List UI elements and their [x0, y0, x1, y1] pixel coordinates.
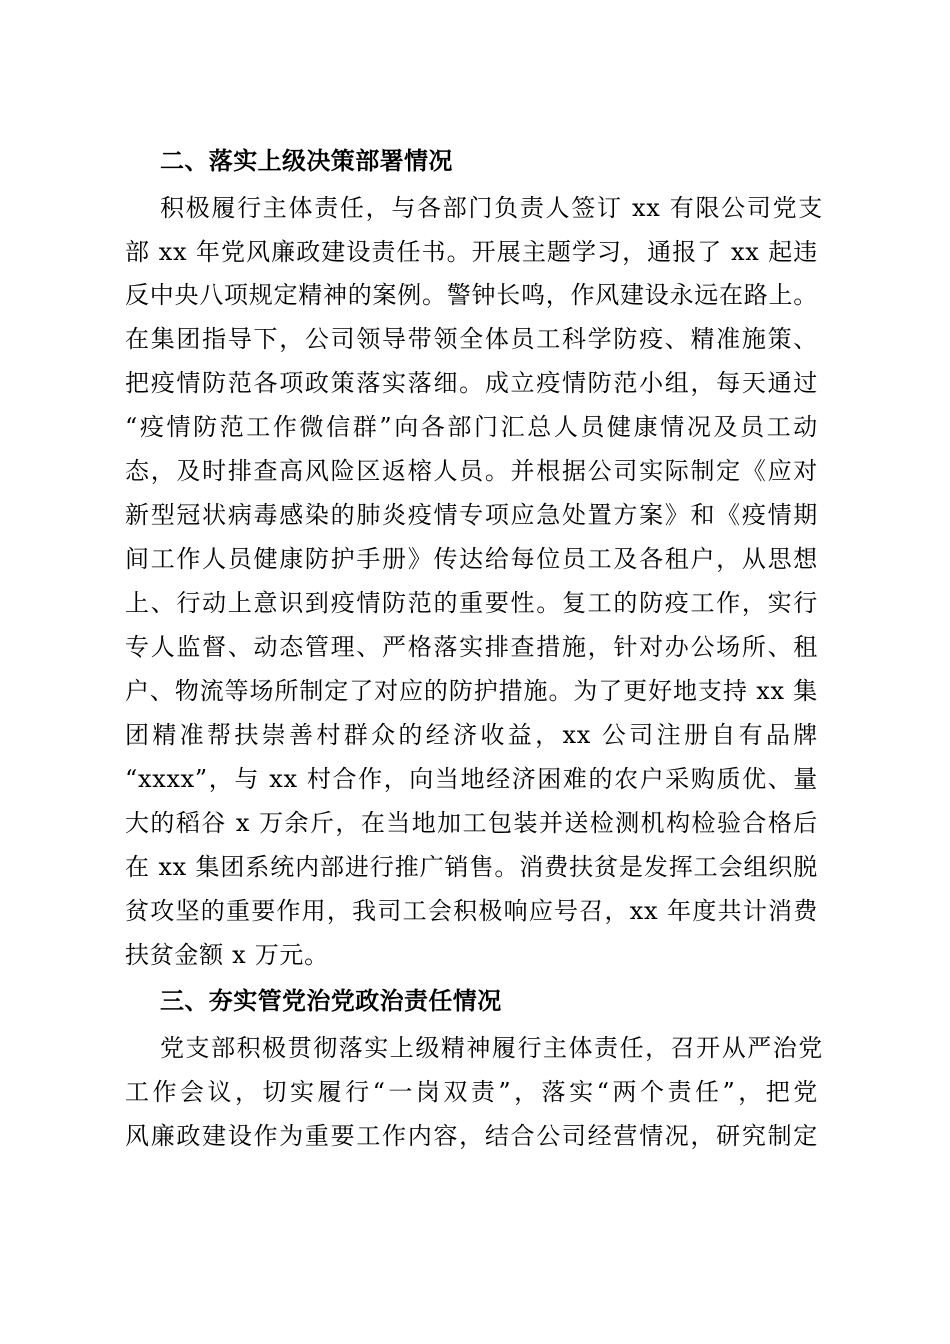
section-2-line-17: 贫攻坚的重要作用，我司工会积极响应号召，xx 年度共计消费 [125, 897, 818, 925]
section-2-line-10: 上、行动上意识到疫情防范的重要性。复工的防疫工作，实行 [125, 589, 818, 617]
section-3-line-2: 工作会议，切实履行“一岗双责”，落实“两个责任”，把党 [125, 1078, 818, 1106]
section-2-line-7: 态，及时排查高风险区返榕人员。并根据公司实际制定《应对 [125, 457, 818, 485]
section-2-line-1: 积极履行主体责任，与各部门负责人签订 xx 有限公司党支 [160, 194, 823, 222]
section-2-line-6: “疫情防范工作微信群”向各部门汇总人员健康情况及员工动 [125, 413, 818, 441]
section-2-line-5: 把疫情防范各项政策落实落细。成立疫情防范小组，每天通过 [125, 369, 818, 397]
section-2-heading: 二、落实上级决策部署情况 [160, 147, 453, 175]
section-2-line-12: 户、物流等场所制定了对应的防护措施。为了更好地支持 xx 集 [125, 677, 818, 705]
section-2-line-15: 大的稻谷 x 万余斤，在当地加工包装并送检测机构检验合格后 [125, 809, 818, 837]
section-2-line-18: 扶贫金额 x 万元。 [125, 941, 329, 969]
section-2-line-11: 专人监督、动态管理、严格落实排查措施，针对办公场所、租 [125, 633, 818, 661]
section-2-line-2: 部 xx 年党风廉政建设责任书。开展主题学习，通报了 xx 起违 [125, 238, 818, 266]
section-2-line-4: 在集团指导下，公司领导带领全体员工科学防疫、精准施策、 [125, 325, 818, 353]
section-3-line-3: 风廉政建设作为重要工作内容，结合公司经营情况，研究制定 [125, 1122, 818, 1150]
section-2-line-3: 反中央八项规定精神的案例。警钟长鸣，作风建设永远在路上。 [125, 281, 818, 309]
section-3-line-1: 党支部积极贯彻落实上级精神履行主体责任，召开从严治党 [160, 1034, 823, 1062]
section-2-line-8: 新型冠状病毒感染的肺炎疫情专项应急处置方案》和《疫情期 [125, 501, 818, 529]
section-2-line-14: “xxxx”，与 xx 村合作，向当地经济困难的农户采购质优、量 [125, 765, 818, 793]
section-2-line-13: 团精准帮扶崇善村群众的经济收益，xx 公司注册自有品牌 [125, 721, 818, 749]
section-2-line-9: 间工作人员健康防护手册》传达给每位员工及各租户，从思想 [125, 545, 818, 573]
section-2-line-16: 在 xx 集团系统内部进行推广销售。消费扶贫是发挥工会组织脱 [125, 853, 818, 881]
section-3-heading: 三、夯实管党治党政治责任情况 [160, 987, 502, 1015]
